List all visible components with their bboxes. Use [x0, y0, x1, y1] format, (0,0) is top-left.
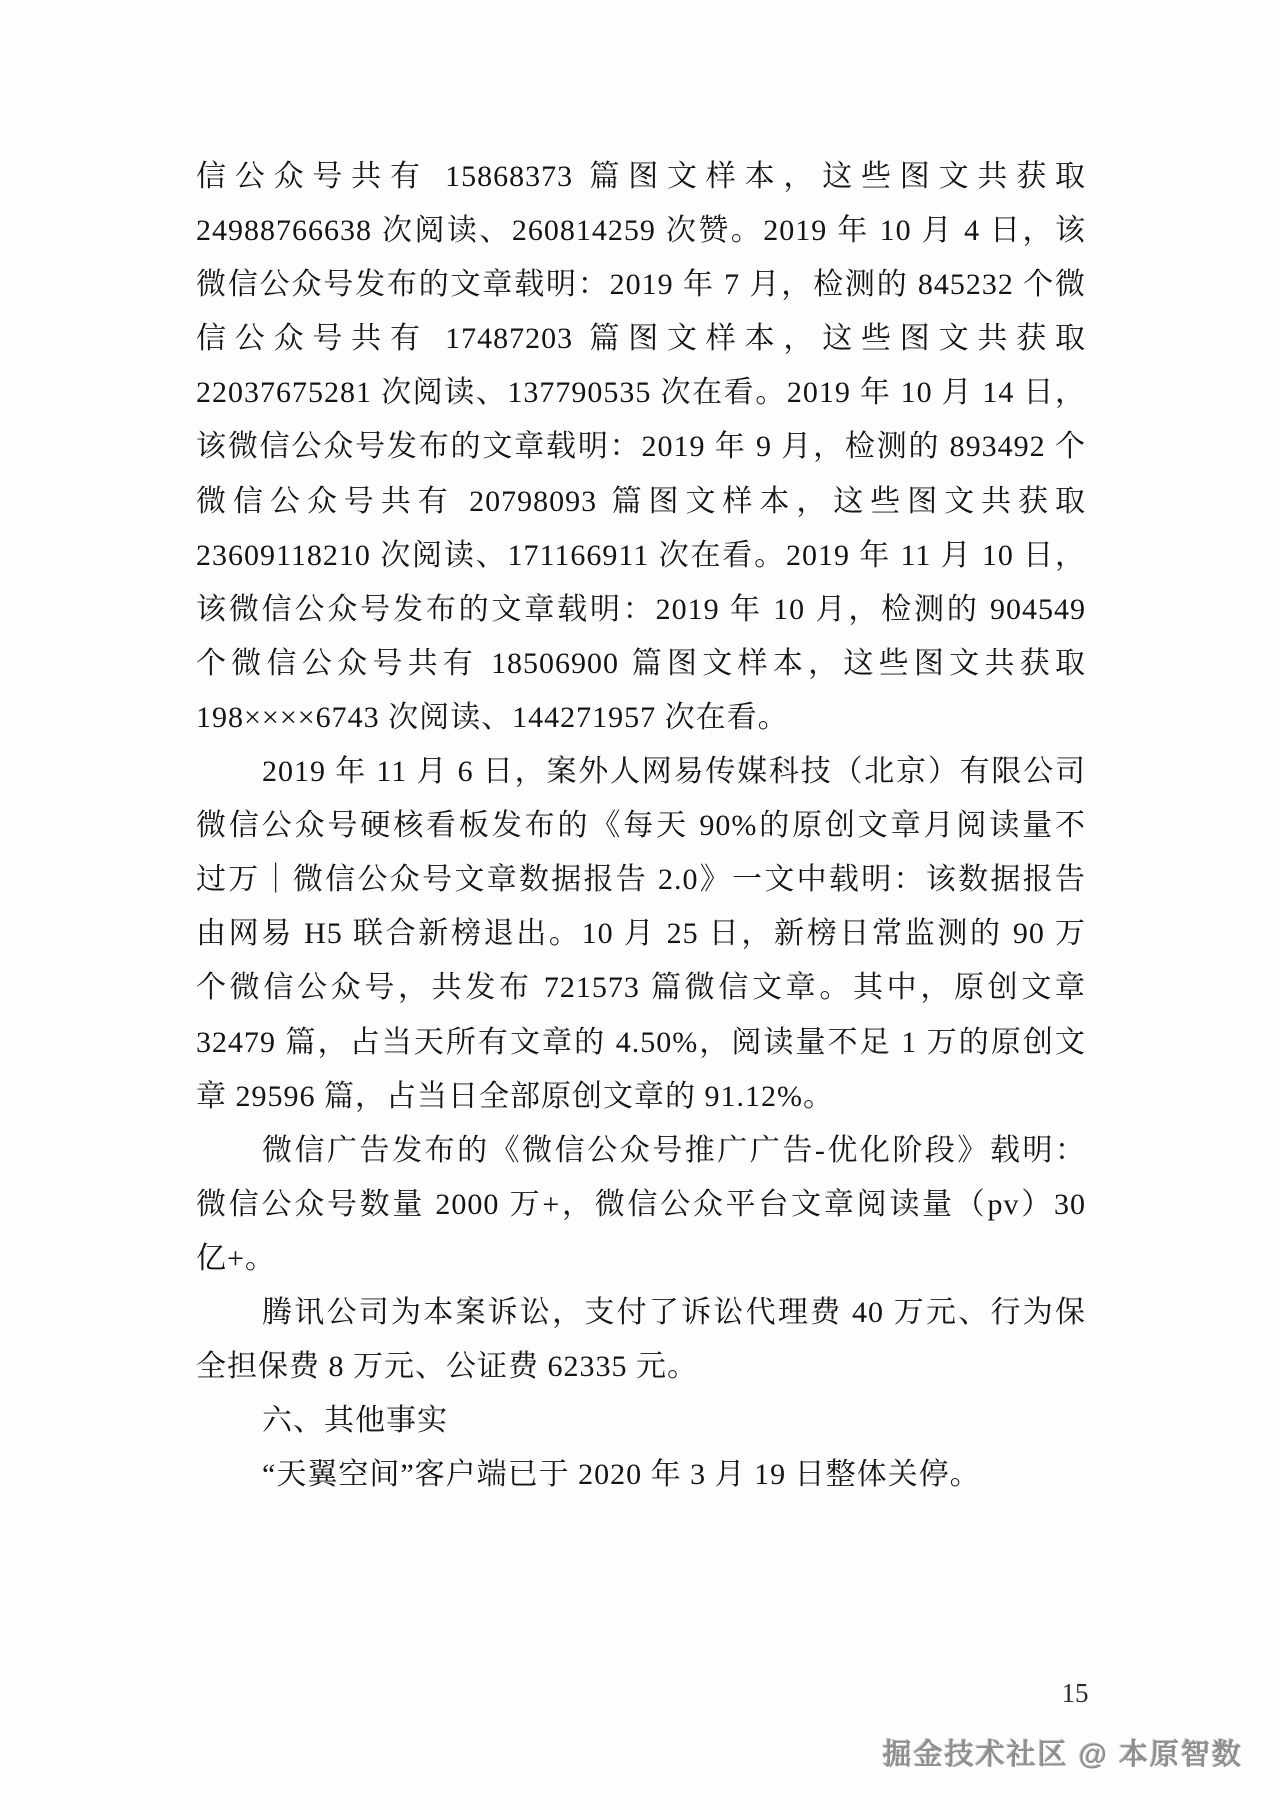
document-line: 22037675281 次阅读、137790535 次在看。2019 年 10 月 14 日， — [196, 376, 1086, 410]
document-line: 微信公众号发布的文章载明：2019 年 7 月，检测的 845232 个微 — [196, 268, 1086, 302]
document-line: 信公众号共有 15868373 篇图文样本，这些图文共获取 — [196, 160, 1086, 193]
document-line: 个微信公众号共有 18506900 篇图文样本，这些图文共获取 — [196, 646, 1086, 680]
document-line: 全担保费 8 万元、公证费 62335 元。 — [196, 1350, 698, 1384]
document-line: 该微信公众号发布的文章载明：2019 年 10 月，检测的 904549 — [196, 592, 1086, 626]
document-line: 信公众号共有 17487203 篇图文样本，这些图文共获取 — [196, 322, 1086, 356]
document-line: 32479 篇，占当天所有文章的 4.50%，阅读量不足 1 万的原创文 — [196, 1025, 1086, 1059]
document-line: 24988766638 次阅读、260814259 次赞。2019 年 10 月 4 日，该 — [196, 214, 1086, 248]
document-line: 过万｜微信公众号文章数据报告 2.0》一文中载明：该数据报告 — [196, 863, 1086, 897]
document-line: 微信公众号数量 2000 万+，微信公众平台文章阅读量（pv）30 — [196, 1187, 1086, 1221]
document-line: 微信公众号硬核看板发布的《每天 90%的原创文章月阅读量不 — [196, 809, 1086, 843]
document-line: 2019 年 11 月 6 日，案外人网易传媒科技（北京）有限公司 — [262, 755, 1086, 789]
document-line: 腾讯公司为本案诉讼，支付了诉讼代理费 40 万元、行为保 — [262, 1295, 1086, 1329]
watermark: 掘金技术社区 @ 本原智数 — [882, 1739, 1243, 1771]
document-line: 微信广告发布的《微信公众号推广广告-优化阶段》载明： — [262, 1133, 1086, 1167]
document-line: 23609118210 次阅读、171166911 次在看。2019 年 11 月 10 日， — [196, 538, 1086, 572]
document-line: 该微信公众号发布的文章载明：2019 年 9 月，检测的 893492 个 — [196, 430, 1086, 464]
document-line: 章 29596 篇，占当日全部原创文章的 91.12%。 — [196, 1079, 834, 1113]
document-line: 六、其他事实 — [262, 1404, 448, 1438]
document-line: 198××××6743 次阅读、144271957 次在看。 — [196, 700, 789, 734]
document-line: “天翼空间”客户端已于 2020 年 3 月 19 日整体关停。 — [262, 1458, 981, 1492]
document-line: 由网易 H5 联合新榜退出。10 月 25 日，新榜日常监测的 90 万 — [196, 917, 1086, 951]
document-line: 亿+。 — [196, 1241, 276, 1275]
document-text-block — [196, 150, 1086, 1502]
document-line: 个微信公众号，共发布 721573 篇微信文章。其中，原创文章 — [196, 971, 1086, 1005]
page-number: 15 — [1061, 1678, 1089, 1708]
document-line: 微信公众号共有 20798093 篇图文样本，这些图文共获取 — [196, 484, 1086, 518]
